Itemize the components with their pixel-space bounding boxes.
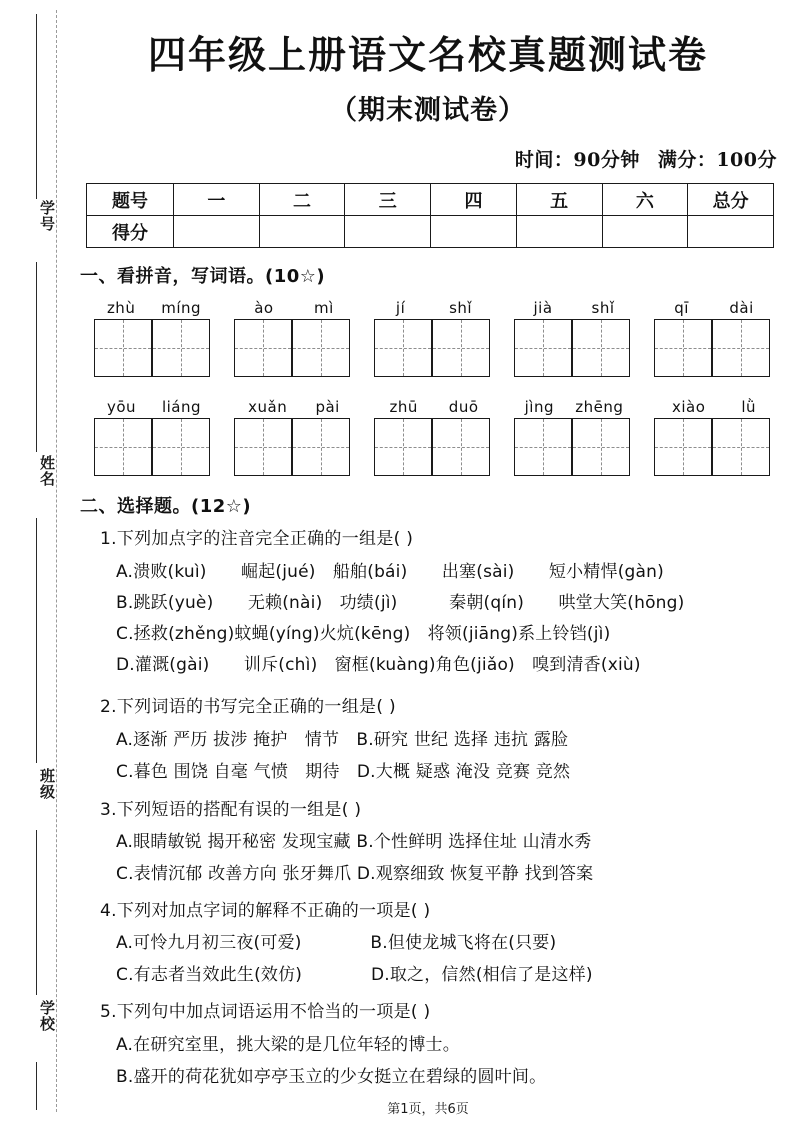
tianzi-grid-pair[interactable]: [234, 319, 350, 377]
pinyin-syllable: zhù: [106, 299, 136, 317]
score-cell-4[interactable]: [431, 216, 517, 248]
seal-rule-2: [36, 262, 37, 452]
question-2-options-cd[interactable]: C.暮色 围饶 自毫 气愤 期待 D.大概 疑惑 淹没 竞赛 竞然: [116, 762, 571, 782]
pinyin-labels: [94, 292, 214, 316]
question-1-option-c[interactable]: C.拯救(zhěng)蚊蝇(yíng)火炕(kēng) 将领(jiāng)系上铃铛(jì): [116, 624, 611, 644]
tianzi-grid-pair[interactable]: [234, 418, 350, 476]
tianzi-cell[interactable]: [234, 418, 292, 476]
pinyin-group: [234, 292, 354, 380]
pinyin-labels: [514, 292, 634, 316]
score-table-col-2: 二: [259, 184, 345, 216]
seal-label-name: 姓名: [38, 455, 56, 487]
question-5-stem: 5.下列句中加点词语运用不恰当的一项是( ): [100, 1002, 431, 1022]
pinyin-syllable: xuǎn: [248, 398, 288, 416]
tianzi-cell[interactable]: [152, 418, 210, 476]
pinyin-group: [94, 292, 214, 380]
tianzi-cell[interactable]: [514, 418, 572, 476]
pinyin-syllable: shǐ: [449, 299, 473, 317]
exam-total-label: 满分：100分: [657, 149, 777, 171]
section-one-heading: 一、看拼音，写词语。(10☆): [80, 266, 326, 287]
pinyin-syllable: lǜ: [741, 398, 757, 416]
tianzi-grid-pair[interactable]: [654, 319, 770, 377]
tianzi-cell[interactable]: [712, 319, 770, 377]
pinyin-group: [374, 391, 494, 479]
exam-meta: [515, 145, 777, 172]
pinyin-group: [94, 391, 214, 479]
binding-dashed-line: [56, 10, 57, 1112]
score-table-col-total: 总分: [688, 184, 774, 216]
pinyin-syllable: dài: [729, 299, 754, 317]
seal-rule-3: [36, 518, 37, 763]
tianzi-grid-pair[interactable]: [514, 319, 630, 377]
seal-rule-5: [36, 1062, 37, 1110]
pinyin-group: [654, 391, 774, 479]
tianzi-grid-pair[interactable]: [94, 319, 210, 377]
score-table-row-header-number: 题号: [87, 184, 174, 216]
tianzi-grid-pair[interactable]: [374, 418, 490, 476]
pinyin-syllable: jí: [395, 299, 406, 317]
seal-label-class: 班级: [38, 768, 56, 800]
pinyin-row-2: [88, 391, 788, 479]
pinyin-syllable: zhū: [389, 398, 418, 416]
exam-time-label: 时间：90分钟: [514, 149, 640, 171]
tianzi-grid-pair[interactable]: [514, 418, 630, 476]
pinyin-syllable: zhēng: [575, 398, 624, 416]
pinyin-syllable: qī: [674, 299, 689, 317]
pinyin-row-1: [88, 292, 788, 380]
pinyin-group: [654, 292, 774, 380]
question-4-options-ab[interactable]: A.可怜九月初三夜(可爱) B.但使龙城飞将在(只要): [116, 933, 557, 953]
score-table-col-1: 一: [174, 184, 260, 216]
question-3-options-cd[interactable]: C.表情沉郁 改善方向 张牙舞爪 D.观察细致 恢复平静 找到答案: [116, 864, 594, 884]
tianzi-cell[interactable]: [572, 418, 630, 476]
pinyin-syllable: ào: [254, 299, 274, 317]
pinyin-syllable: yōu: [106, 398, 137, 416]
score-table-row-header-score: 得分: [87, 216, 174, 248]
pinyin-group: [374, 292, 494, 380]
pinyin-syllable: liáng: [161, 398, 202, 416]
tianzi-grid-pair[interactable]: [654, 418, 770, 476]
question-3-options-ab[interactable]: A.眼睛敏锐 揭开秘密 发现宝藏 B.个性鲜明 选择住址 山清水秀: [116, 832, 592, 852]
question-5-option-b[interactable]: B.盛开的荷花犹如亭亭玉立的少女挺立在碧绿的圆叶间。: [116, 1067, 547, 1087]
tianzi-cell[interactable]: [152, 319, 210, 377]
tianzi-cell[interactable]: [712, 418, 770, 476]
tianzi-cell[interactable]: [572, 319, 630, 377]
seal-label-student-id: 学号: [38, 200, 56, 232]
question-1-option-a[interactable]: A.溃败(kuì) 崛起(jué) 船舶(bái) 出塞(sài) 短小精悍(gàn): [116, 562, 664, 582]
pinyin-labels: [654, 292, 774, 316]
seal-rule-1: [36, 14, 37, 199]
pinyin-labels: [94, 391, 214, 415]
score-table: [86, 183, 774, 248]
pinyin-syllable: jìng: [524, 398, 554, 416]
pinyin-syllable: mì: [314, 299, 334, 317]
tianzi-grid-pair[interactable]: [94, 418, 210, 476]
tianzi-cell[interactable]: [654, 418, 712, 476]
question-4-stem: 4.下列对加点字词的解释不正确的一项是( ): [100, 901, 431, 921]
question-3-stem: 3.下列短语的搭配有误的一组是( ): [100, 800, 362, 820]
tianzi-cell[interactable]: [654, 319, 712, 377]
question-2-options-ab[interactable]: A.逐渐 严历 拔涉 掩护 情节 B.研究 世纪 选择 违抗 露脸: [116, 730, 569, 750]
score-table-col-4: 四: [431, 184, 517, 216]
tianzi-cell[interactable]: [432, 319, 490, 377]
question-4-options-cd[interactable]: C.有志者当效此生(效仿) D.取之，信然(相信了是这样): [116, 965, 593, 985]
score-cell-3[interactable]: [345, 216, 431, 248]
pinyin-labels: [234, 391, 354, 415]
pinyin-group: [514, 292, 634, 380]
pinyin-group: [234, 391, 354, 479]
pinyin-syllable: míng: [161, 299, 202, 317]
tianzi-cell[interactable]: [94, 418, 152, 476]
pinyin-syllable: xiào: [671, 398, 706, 416]
pinyin-labels: [654, 391, 774, 415]
tianzi-cell[interactable]: [514, 319, 572, 377]
tianzi-cell[interactable]: [234, 319, 292, 377]
page-subtitle: （期末测试卷）: [330, 95, 526, 126]
question-1-stem: 1.下列加点字的注音完全正确的一组是( ): [100, 529, 414, 549]
section-two-heading: 二、选择题。(12☆): [80, 496, 252, 517]
pinyin-group: [514, 391, 634, 479]
pinyin-syllable: pài: [315, 398, 340, 416]
question-5-option-a[interactable]: A.在研究室里，挑大梁的是几位年轻的博士。: [116, 1035, 460, 1055]
tianzi-cell[interactable]: [94, 319, 152, 377]
question-2-stem: 2.下列词语的书写完全正确的一组是( ): [100, 697, 396, 717]
tianzi-grid-pair[interactable]: [374, 319, 490, 377]
score-cell-2[interactable]: [259, 216, 345, 248]
table-row: [87, 184, 774, 216]
seal-label-school: 学校: [38, 1000, 56, 1032]
question-1-option-d[interactable]: D.灌溉(gài) 训斥(chì) 窗框(kuàng)角色(jiǎo) 嗅到清香(xiù): [116, 655, 641, 675]
score-table-col-3: 三: [345, 184, 431, 216]
pinyin-labels: [234, 292, 354, 316]
pinyin-labels: [374, 391, 494, 415]
score-table-col-6: 六: [602, 184, 688, 216]
score-cell-total[interactable]: [688, 216, 774, 248]
score-cell-5[interactable]: [516, 216, 602, 248]
tianzi-cell[interactable]: [292, 418, 350, 476]
pinyin-labels: [374, 292, 494, 316]
page-footer: 第1页，共6页: [387, 1102, 469, 1117]
seal-rule-4: [36, 830, 37, 995]
pinyin-syllable: duō: [448, 398, 479, 416]
table-row: [87, 216, 774, 248]
binding-margin-strip: [0, 0, 72, 1122]
score-table-col-5: 五: [516, 184, 602, 216]
exam-page: [72, 0, 793, 1122]
score-cell-1[interactable]: [174, 216, 260, 248]
pinyin-labels: [514, 391, 634, 415]
page-title: 四年级上册语文名校真题测试卷: [147, 32, 708, 77]
question-1-option-b[interactable]: B.跳跃(yuè) 无赖(nài) 功绩(jì) 秦朝(qín) 哄堂大笑(hōng): [116, 593, 685, 613]
tianzi-cell[interactable]: [374, 319, 432, 377]
tianzi-cell[interactable]: [432, 418, 490, 476]
tianzi-cell[interactable]: [292, 319, 350, 377]
tianzi-cell[interactable]: [374, 418, 432, 476]
score-cell-6[interactable]: [602, 216, 688, 248]
pinyin-syllable: shǐ: [591, 299, 615, 317]
pinyin-syllable: jià: [533, 299, 553, 317]
